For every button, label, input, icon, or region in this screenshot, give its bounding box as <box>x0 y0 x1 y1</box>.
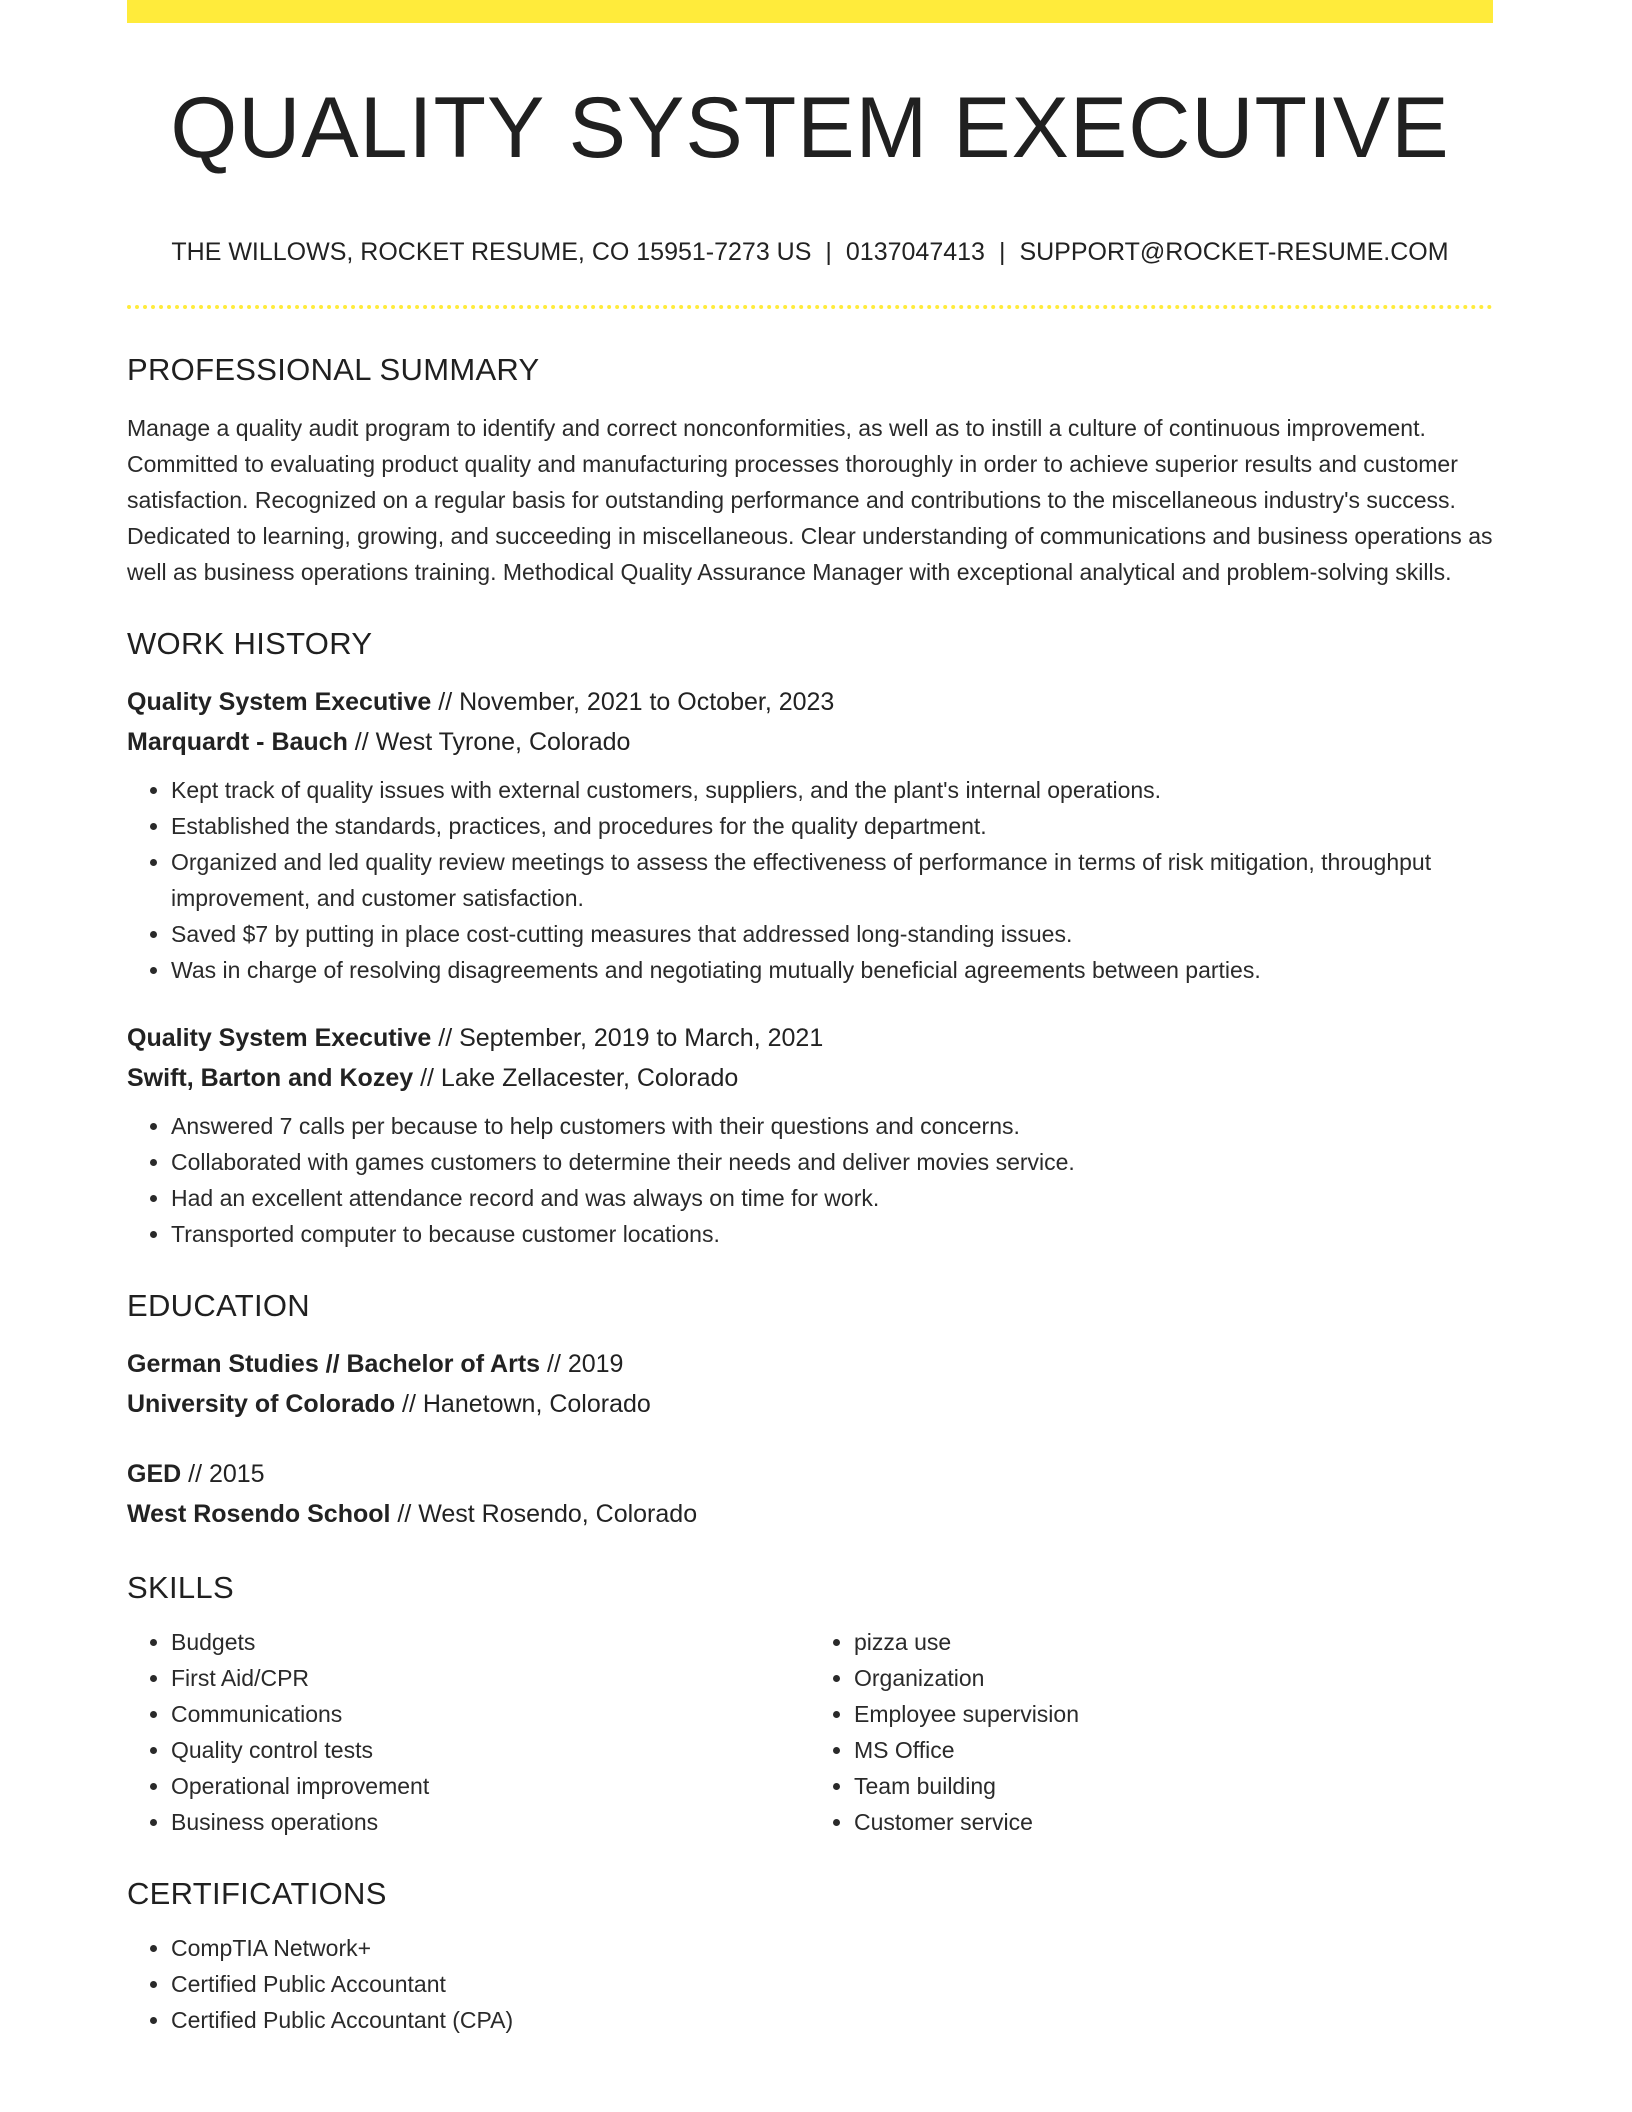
education-location: // Hanetown, Colorado <box>395 1390 651 1418</box>
list-item: • Was in charge of resolving disagreements and negotiating mutually beneficial agreements between parties. <box>171 952 1493 988</box>
job-company-line <box>127 1058 1493 1098</box>
job-bullets <box>127 1108 1493 1252</box>
contact-line <box>127 236 1493 268</box>
job-dates: // November, 2021 to October, 2023 <box>431 688 835 716</box>
education-degree: German Studies // Bachelor of Arts <box>127 1350 541 1378</box>
list-item: • Saved $7 by putting in place cost-cutting measures that addressed long-standing issues. <box>171 916 1493 952</box>
dotted-divider <box>127 305 1493 309</box>
job-dates: // September, 2019 to March, 2021 <box>431 1024 824 1052</box>
education-school: University of Colorado <box>127 1390 396 1418</box>
skill-item: • Employee supervision <box>854 1696 1493 1732</box>
job-location: // West Tyrone, Colorado <box>347 728 631 756</box>
skill-item: • Business operations <box>171 1804 810 1840</box>
section-heading-summary: PROFESSIONAL SUMMARY <box>127 352 540 387</box>
list-item: • Had an excellent attendance record and was always on time for work. <box>171 1180 1493 1216</box>
job-bullets <box>127 772 1493 988</box>
job-company: Marquardt - Bauch <box>127 728 348 756</box>
skill-item: • Team building <box>854 1768 1493 1804</box>
job-title: Quality System Executive <box>127 688 432 716</box>
education-school: West Rosendo School <box>127 1500 391 1528</box>
education-degree-line <box>127 1344 1493 1384</box>
resume-content <box>127 350 1493 2038</box>
skill-item: • Operational improvement <box>171 1768 810 1804</box>
job-title: Quality System Executive <box>127 1024 432 1052</box>
skills-section <box>127 1568 1493 1840</box>
contact-separator: | <box>825 238 832 266</box>
skill-item: • Budgets <box>171 1624 810 1660</box>
skills-columns <box>127 1624 1493 1840</box>
section-heading-work-history: WORK HISTORY <box>127 626 373 661</box>
job-company: Swift, Barton and Kozey <box>127 1064 414 1092</box>
certifications-section <box>127 1874 1493 2038</box>
contact-phone: 0137047413 <box>845 238 985 266</box>
job-entry <box>127 682 1493 988</box>
skill-item: • First Aid/CPR <box>171 1660 810 1696</box>
job-company-line <box>127 722 1493 762</box>
skills-right-list <box>810 1624 1493 1840</box>
job-entry <box>127 1018 1493 1252</box>
list-item: • Organized and led quality review meetings to assess the effectiveness of performance in terms of risk mitigation, throughput improvement, and customer satisfaction. <box>171 844 1493 916</box>
skill-item: • Quality control tests <box>171 1732 810 1768</box>
contact-separator: | <box>998 238 1006 266</box>
education-degree-line <box>127 1454 1493 1494</box>
skill-item: • pizza use <box>854 1624 1493 1660</box>
education-location: // West Rosendo, Colorado <box>390 1500 698 1528</box>
resume-title: QUALITY SYSTEM EXECUTIVE <box>170 80 1450 176</box>
education-year: // 2019 <box>540 1350 624 1378</box>
list-item: • Collaborated with games customers to determine their needs and deliver movies service. <box>171 1144 1493 1180</box>
summary-text: Manage a quality audit program to identify and correct nonconformities, as well as to instill a culture of continuous improvement. Committed to evaluating product quality and manufacturing processes thoroughly in order to achieve superior results and customer satisfaction. Recognized on a regular basis for outstanding performance and contributions to the miscellaneous industry's success. Dedicated to learning, growing, and succeeding in miscellaneous. Clear understanding of communications and business operations as well as business operations training. Methodical Quality Assurance Manager with exceptional analytical and problem-solving skills. <box>127 415 1493 585</box>
list-item: • Kept track of quality issues with external customers, suppliers, and the plant's internal operations. <box>171 772 1493 808</box>
certification-item: • Certified Public Accountant (CPA) <box>171 2002 1493 2038</box>
education-entry <box>127 1344 1493 1424</box>
education-school-line <box>127 1384 1493 1424</box>
education-degree: GED <box>127 1460 182 1488</box>
skills-left-list <box>127 1624 810 1840</box>
section-heading-certifications: CERTIFICATIONS <box>127 1876 387 1911</box>
job-location: // Lake Zellacester, Colorado <box>413 1064 739 1092</box>
certifications-list <box>127 1930 1493 2038</box>
job-title-line <box>127 682 1493 722</box>
contact-address: THE WILLOWS, ROCKET RESUME, CO 15951-7273 US <box>171 238 812 266</box>
section-heading-education: EDUCATION <box>127 1288 310 1323</box>
list-item: • Established the standards, practices, and procedures for the quality department. <box>171 808 1493 844</box>
list-item: • Transported computer to because customer locations. <box>171 1216 1493 1252</box>
education-section <box>127 1286 1493 1534</box>
contact-email: SUPPORT@ROCKET-RESUME.COM <box>1019 238 1449 266</box>
skill-item: • MS Office <box>854 1732 1493 1768</box>
skill-item: • Communications <box>171 1696 810 1732</box>
skill-item: • Organization <box>854 1660 1493 1696</box>
certification-item: • Certified Public Accountant <box>171 1966 1493 2002</box>
education-entry <box>127 1454 1493 1534</box>
job-title-line <box>127 1018 1493 1058</box>
section-heading-skills: SKILLS <box>127 1570 234 1605</box>
education-school-line <box>127 1494 1493 1534</box>
work-history-section <box>127 624 1493 1252</box>
summary-section <box>127 350 1493 590</box>
education-year: // 2015 <box>181 1460 265 1488</box>
list-item: • Answered 7 calls per because to help customers with their questions and concerns. <box>171 1108 1493 1144</box>
skill-item: • Customer service <box>854 1804 1493 1840</box>
accent-top-bar <box>127 0 1493 23</box>
certification-item: • CompTIA Network+ <box>171 1930 1493 1966</box>
